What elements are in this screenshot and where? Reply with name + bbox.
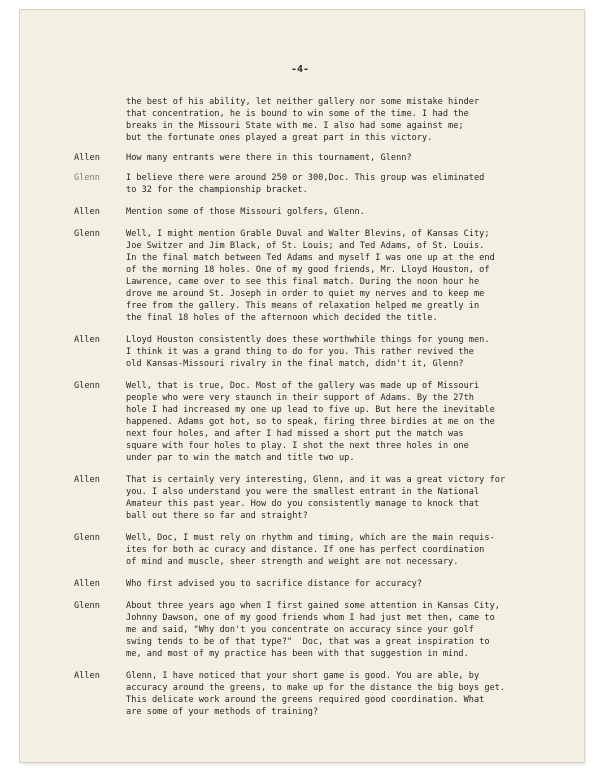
- text-line: Joe Switzer and Jim Black, of St. Louis; and Ted Adams, of St. Louis.: [126, 241, 485, 251]
- text-line: me, and most of my practice has been with that suggestion in mind.: [126, 649, 469, 659]
- text-line: to 32 for the championship bracket.: [126, 185, 308, 195]
- text-line: Johnny Dawson, one of my good friends whom I had just met then, came to: [126, 613, 495, 623]
- text-line: but the fortunate ones played a great part in this victory.: [126, 133, 433, 143]
- text-line: me and said, "Why don't you concentrate on accuracy since your golf: [126, 625, 474, 635]
- text-line: Well, that is true, Doc. Most of the gallery was made up of Missouri: [126, 381, 480, 391]
- speaker-label: Glenn: [74, 601, 100, 611]
- text-line: How many entrants were there in this tournament, Glenn?: [126, 153, 412, 163]
- text-line: accuracy around the greens, to make up for the distance the big boys get.: [126, 683, 506, 693]
- page-number: -4-: [290, 64, 310, 75]
- text-line: people who were very staunch in their support of Adams. By the 27th: [126, 393, 474, 403]
- text-line: the final 18 holes of the afternoon which decided the title.: [126, 313, 438, 323]
- text-line: Lloyd Houston consistently does these worthwhile things for young men.: [126, 335, 490, 345]
- text-line: of the morning 18 holes. One of my good friends, Mr. Lloyd Houston, of: [126, 265, 490, 275]
- text-line: free from the gallery. This means of relaxation helped me greatly in: [126, 301, 480, 311]
- speaker-label: Allen: [74, 153, 100, 163]
- text-line: Glenn, I have noticed that your short game is good. You are able, by: [126, 671, 480, 681]
- text-line: ball out there so far and straight?: [126, 511, 308, 521]
- speaker-label: Allen: [74, 671, 100, 681]
- speaker-label: Glenn: [74, 381, 100, 391]
- text-line: under par to win the match and title two up.: [126, 453, 355, 463]
- text-line: are some of your methods of training?: [126, 707, 319, 717]
- text-line: I think it was a grand thing to do for you. This rather revived the: [126, 347, 474, 357]
- speaker-label: Glenn: [74, 533, 100, 543]
- speaker-label: Allen: [74, 475, 100, 485]
- speaker-label: Allen: [74, 335, 100, 345]
- text-line: you. I also understand you were the smallest entrant in the National: [126, 487, 480, 497]
- text-line: Well, I might mention Grable Duval and Walter Blevins, of Kansas City;: [126, 229, 490, 239]
- text-line: About three years ago when I first gained some attention in Kansas City,: [126, 601, 500, 611]
- text-line: Amateur this past year. How do you consistently manage to knock that: [126, 499, 480, 509]
- text-line: old Kansas-Missouri rivalry in the final match, didn't it, Glenn?: [126, 359, 464, 369]
- speaker-label: Glenn: [74, 229, 100, 239]
- text-line: Well, Doc, I must rely on rhythm and timing, which are the main requis-: [126, 533, 495, 543]
- text-line: square with four holes to play. I shot the next three holes in one: [126, 441, 469, 451]
- text-line: of mind and muscle, sheer strength and weight are not necessary.: [126, 557, 459, 567]
- text-line: This delicate work around the greens required good coordination. What: [126, 695, 485, 705]
- text-line: I believe there were around 250 or 300,Doc. This group was eliminated: [126, 173, 485, 183]
- text-line: happened. Adams got hot, so to speak, firing three birdies at me on the: [126, 417, 495, 427]
- text-line: Who first advised you to sacrifice distance for accuracy?: [126, 579, 423, 589]
- speaker-label: Glenn: [74, 173, 100, 183]
- text-line: breaks in the Missouri State with me. I also had some against me;: [126, 121, 464, 131]
- text-line: Lawrence, came over to see this final match. During the noon hour he: [126, 277, 480, 287]
- text-line: drove me around St. Joseph in order to quiet my nerves and to keep me: [126, 289, 485, 299]
- text-line: the best of his ability, let neither gallery nor some mistake hinder: [126, 97, 480, 107]
- text-line: next four holes, and after I had missed a short put the match was: [126, 429, 464, 439]
- text-line: In the final match between Ted Adams and myself I was one up at the end: [126, 253, 495, 263]
- text-line: ites for both ac curacy and distance. If one has perfect coordination: [126, 545, 485, 555]
- speaker-label: Allen: [74, 579, 100, 589]
- text-line: Mention some of those Missouri golfers, Glenn.: [126, 207, 365, 217]
- text-line: swing tends to be of that type?" Doc, that was a great inspiration to: [126, 637, 490, 647]
- text-line: that concentration, he is bound to win some of the time. I had the: [126, 109, 469, 119]
- speaker-label: Allen: [74, 207, 100, 217]
- text-line: hole I had increased my one up lead to five up. But here the inevitable: [126, 405, 495, 415]
- text-line: That is certainly very interesting, Glenn, and it was a great victory for: [126, 475, 506, 485]
